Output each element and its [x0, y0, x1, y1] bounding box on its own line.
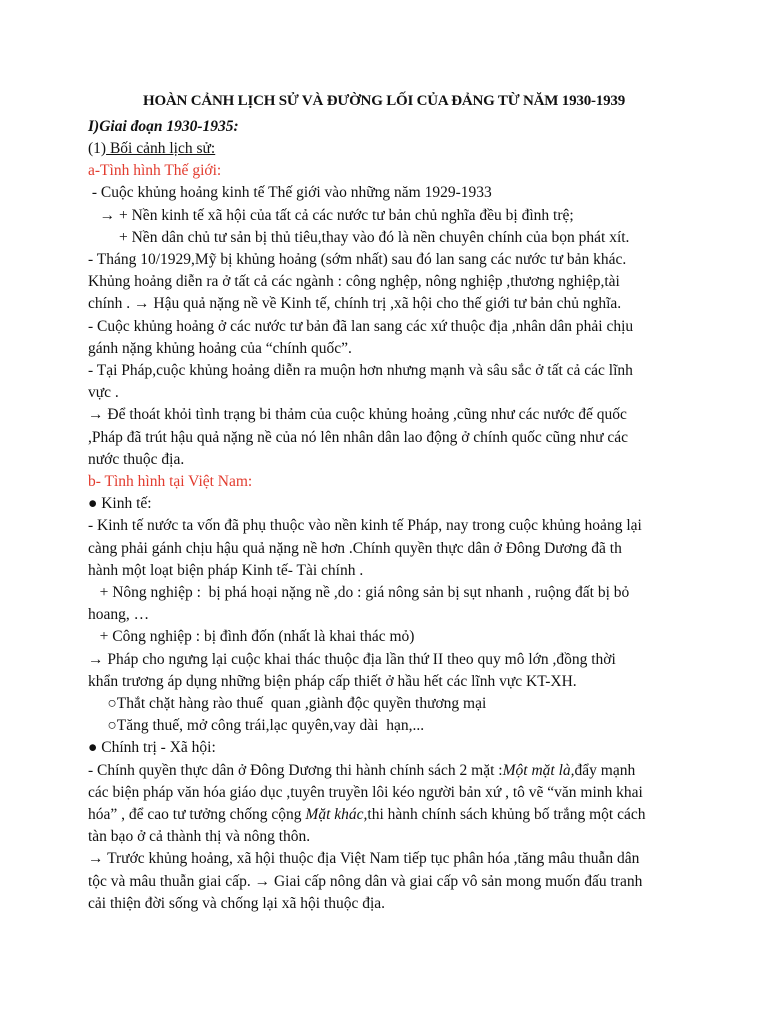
paragraph-line: ● Chính trị - Xã hội:	[88, 739, 216, 756]
paragraph-line: - Cuộc khủng hoảng kinh tế Thế giới vào những năm 1929-1933	[88, 184, 492, 201]
text-run: - Chính quyền thực dân ở Đông Dương thi hành chính sách 2 mặt :	[88, 762, 503, 779]
paragraph-line	[88, 805, 645, 825]
paragraph-line: hành một loạt biện pháp Kinh tế- Tài chính .	[88, 562, 364, 579]
paragraph-line: → + Nền kinh tế xã hội của tất cả các nước tư bản chủ nghĩa đều bị đình trệ;	[88, 207, 574, 224]
paragraph-line: nước thuộc địa.	[88, 451, 185, 468]
paragraph-line: hoang, …	[88, 606, 150, 623]
paragraph-line: ● Kinh tế:	[88, 495, 152, 512]
subsection-heading	[88, 139, 215, 159]
paragraph-line: Khủng hoảng diễn ra ở tất cả các ngành : công nghệp, nông nghiệp ,thương nghiệp,tài	[88, 273, 620, 290]
paragraph-line: vực .	[88, 384, 119, 401]
text-run: thi hành chính sách khủng bố trắng một cách	[367, 806, 646, 823]
document-title: HOÀN CẢNH LỊCH SỬ VÀ ĐƯỜNG LỐI CỦA ĐẢNG TỪ NĂM 1930-1939	[142, 93, 625, 109]
emphasis-text: Một mặt là,	[502, 762, 575, 779]
paragraph-line: - Cuộc khủng hoảng ở các nước tư bản đã lan sang các xứ thuộc địa ,nhân dân phải chịu	[88, 318, 634, 335]
paragraph-line: tàn bạo ở cả thành thị và nông thôn.	[88, 828, 311, 845]
paragraph-line: - Tháng 10/1929,Mỹ bị khủng hoảng (sớm nhất) sau đó lan sang các nước tư bản khác.	[88, 251, 627, 268]
paragraph-line: ,Pháp đã trút hậu quả nặng nề của nó lên nhân dân lao động ở chính quốc cũng như các	[88, 429, 628, 446]
paragraph-line: gánh nặng khủng hoảng của “chính quốc”.	[88, 340, 352, 357]
text-run: hóa” , để cao tư tưởng chống cộng	[88, 806, 306, 823]
text-run: đẩy mạnh	[574, 762, 636, 779]
subsection-title: Bối cảnh lịch sử:	[106, 140, 216, 157]
paragraph-line: ○Tăng thuế, mở công trái,lạc quyên,vay dài hạn,...	[88, 717, 425, 734]
heading-vietnam-situation: b- Tình hình tại Việt Nam:	[88, 473, 253, 490]
subsection-number: (1)	[88, 140, 107, 157]
paragraph-line	[88, 761, 635, 781]
paragraph-line: - Kinh tế nước ta vốn đã phụ thuộc vào nền kinh tế Pháp, nay trong cuộc khủng hoảng lại	[88, 517, 642, 534]
paragraph-line: ○Thắt chặt hàng rào thuế quan ,giành độc quyền thương mại	[88, 695, 487, 712]
paragraph-line: khẩn trương áp dụng những biện pháp cấp thiết ở hầu hết các lĩnh vực KT-XH.	[88, 673, 577, 690]
paragraph-line: chính . → Hậu quả nặng nề về Kinh tế, chính trị ,xã hội cho thế giới tư bản chủ nghĩa.	[88, 295, 622, 312]
paragraph-line: càng phải gánh chịu hậu quả nặng nề hơn .Chính quyền thực dân ở Đông Dương đã th	[88, 540, 622, 557]
paragraph-line: - Tại Pháp,cuộc khủng hoảng diễn ra muộn hơn nhưng mạnh và sâu sắc ở tất cả các lĩnh	[88, 362, 633, 379]
paragraph-line: → Pháp cho ngưng lại cuộc khai thác thuộc địa lần thứ II theo quy mô lớn ,đồng thời	[88, 651, 616, 668]
heading-world-situation: a-Tình hình Thế giới:	[88, 162, 222, 179]
paragraph-line: + Nền dân chủ tư sản bị thủ tiêu,thay vào đó là nền chuyên chính của bọn phát xít.	[88, 229, 630, 246]
paragraph-line: các biện pháp văn hóa giáo dục ,tuyên truyền lôi kéo người bản xứ , tô vẽ “văn minh khai	[88, 784, 643, 801]
paragraph-line: cải thiện đời sống và chống lại xã hội thuộc địa.	[88, 895, 386, 912]
paragraph-line: + Nông nghiệp : bị phá hoại nặng nề ,do : giá nông sản bị sụt nhanh , ruộng đất bị bỏ	[88, 584, 630, 601]
paragraph-line: → Để thoát khỏi tình trạng bi thảm của cuộc khủng hoảng ,cũng như các nước đế quốc	[88, 406, 627, 423]
paragraph-line: + Công nghiệp : bị đình đốn (nhất là khai thác mỏ)	[88, 628, 415, 645]
paragraph-line: tộc và mâu thuẫn giai cấp. → Giai cấp nông dân và giai cấp vô sản mong muốn đấu tranh	[88, 873, 643, 890]
paragraph-line: → Trước khủng hoảng, xã hội thuộc địa Việt Nam tiếp tục phân hóa ,tăng mâu thuẫn dân	[88, 850, 640, 867]
section-heading: I)Giai đoạn 1930-1935:	[88, 118, 239, 135]
emphasis-text: Mặt khác,	[305, 806, 368, 823]
